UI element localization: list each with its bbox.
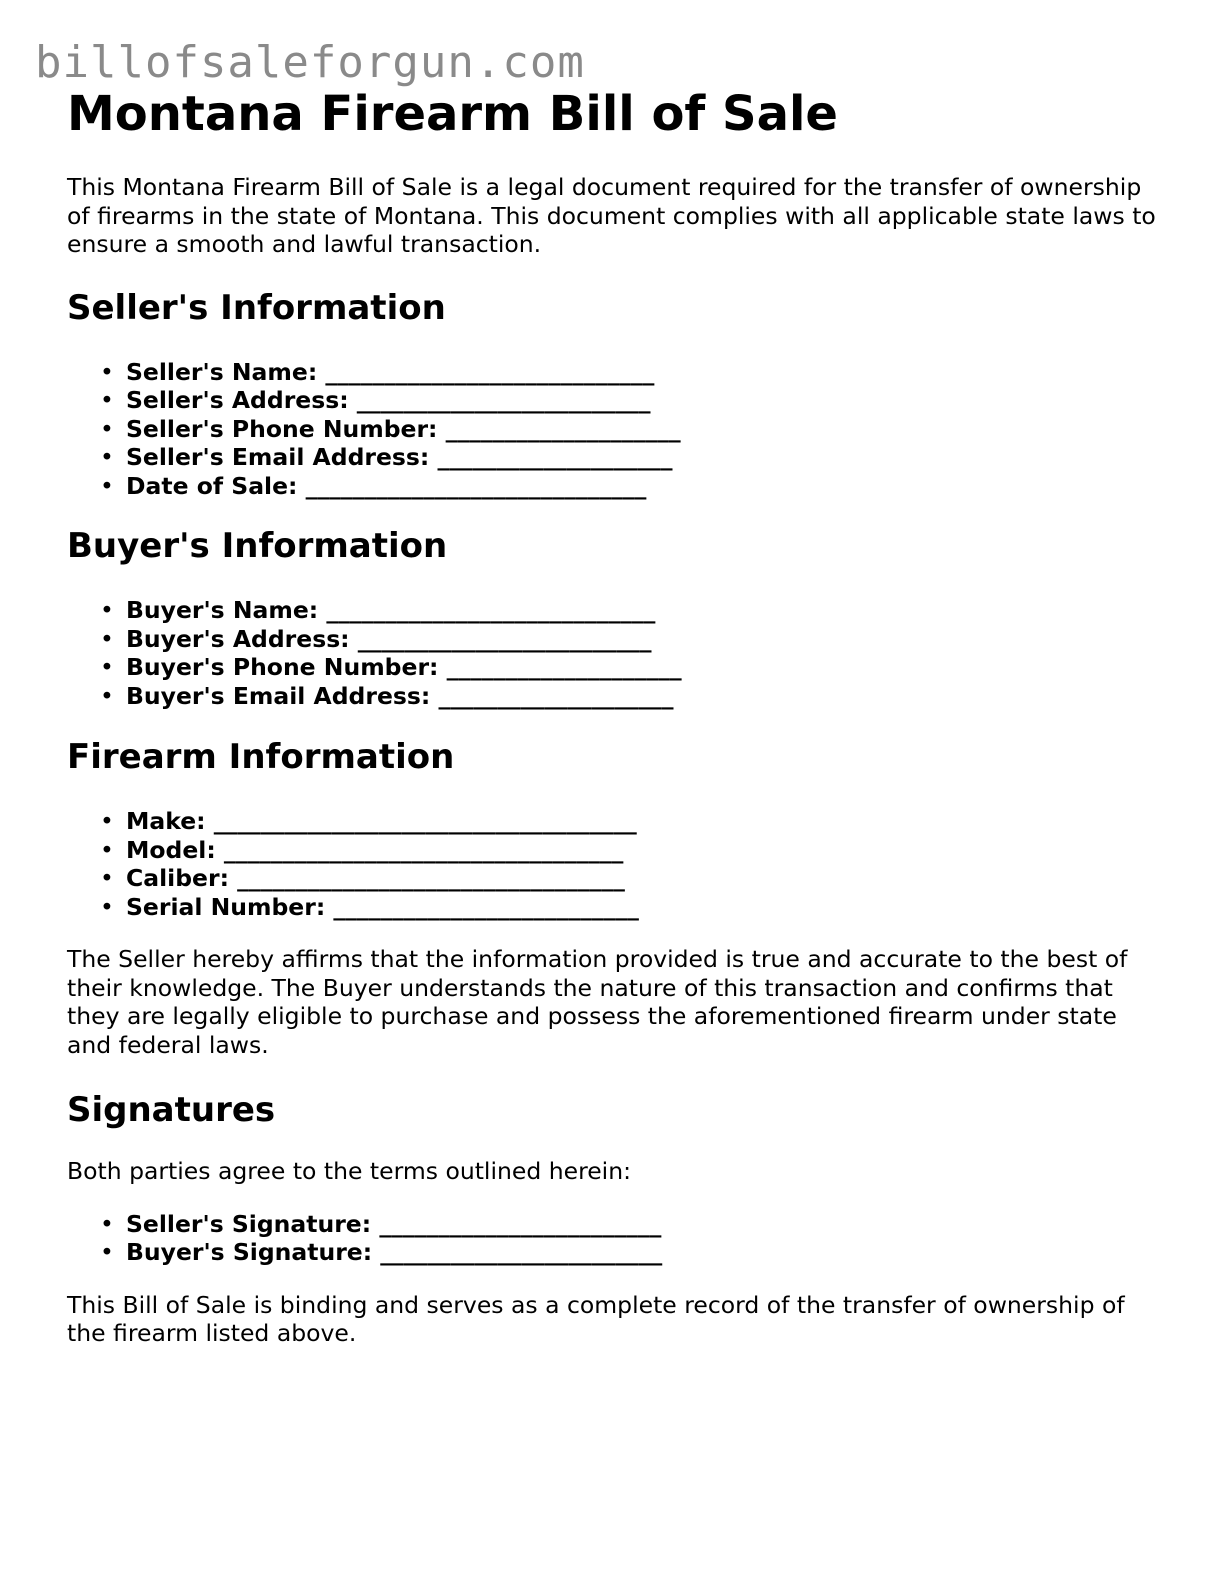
bullet-icon: • xyxy=(100,357,114,386)
buyer-signature-field[interactable] xyxy=(67,1238,1157,1267)
serial-number-field[interactable] xyxy=(67,893,1157,922)
field-label: Seller's Phone Number: ____________________ xyxy=(126,414,681,443)
seller-section-heading: Seller's Information xyxy=(67,287,446,328)
make-field[interactable] xyxy=(67,807,1157,836)
field-label: Caliber: _________________________________ xyxy=(126,864,625,892)
buyer-section-heading: Buyer's Information xyxy=(67,526,448,566)
signature-field-list xyxy=(67,1210,1157,1267)
affirmation-paragraph: The Seller hereby affirms that the information provided is true and accurate to the best of their knowledge. The Buyer understands the nature of this transaction and confirms that they are legally eligible to purchase and possess the aforementioned firearm under state and federal laws. xyxy=(67,945,1128,1059)
signatures-intro: Both parties agree to the terms outlined herein: xyxy=(67,1157,632,1185)
seller-email-field[interactable] xyxy=(67,443,1157,472)
field-label: Buyer's Name: ____________________________ xyxy=(126,596,656,624)
date-of-sale-field[interactable] xyxy=(67,472,1157,501)
bullet-icon: • xyxy=(100,892,114,921)
signatures-section-heading: Signatures xyxy=(67,1090,276,1130)
bullet-icon: • xyxy=(100,414,114,443)
bullet-icon: • xyxy=(100,443,114,471)
field-label: Serial Number: __________________________ xyxy=(126,892,639,921)
seller-phone-field[interactable] xyxy=(67,415,1157,444)
field-label: Buyer's Signature: ________________________ xyxy=(126,1238,663,1266)
model-field[interactable] xyxy=(67,836,1157,865)
buyer-address-field[interactable] xyxy=(67,625,1157,654)
bullet-icon: • xyxy=(100,386,114,414)
seller-address-field[interactable] xyxy=(67,386,1157,415)
bullet-icon: • xyxy=(100,835,114,864)
field-label: Buyer's Phone Number: ____________________ xyxy=(126,653,682,681)
buyer-name-field[interactable] xyxy=(67,596,1157,625)
bullet-icon: • xyxy=(100,864,114,892)
buyer-email-field[interactable] xyxy=(67,682,1157,711)
intro-paragraph: This Montana Firearm Bill of Sale is a legal document required for the transfer of ownership of firearms in the state of Montana. This document complies with all applicable state laws to ensure a smooth and lawful transaction. xyxy=(67,173,1156,258)
bullet-icon: • xyxy=(100,1238,114,1266)
buyer-phone-field[interactable] xyxy=(67,653,1157,682)
field-label: Seller's Name: ____________________________ xyxy=(126,357,655,386)
bullet-icon: • xyxy=(100,807,114,835)
bullet-icon: • xyxy=(100,624,114,653)
field-label: Buyer's Address: _________________________ xyxy=(126,624,652,653)
bullet-icon: • xyxy=(100,681,114,710)
document-page xyxy=(67,84,1157,1348)
firearm-field-list xyxy=(67,807,1157,921)
field-label: Seller's Signature: ________________________ xyxy=(126,1209,662,1238)
watermark-text: billofsaleforgun.com xyxy=(35,37,585,88)
field-label: Date of Sale: _____________________________ xyxy=(126,471,647,500)
field-label: Model: __________________________________ xyxy=(126,835,624,864)
closing-paragraph: This Bill of Sale is binding and serves as a complete record of the transfer of ownership of the firearm listed above. xyxy=(67,1290,1125,1347)
field-label: Seller's Address: _________________________ xyxy=(126,386,651,414)
bullet-icon: • xyxy=(100,1209,114,1238)
buyer-field-list xyxy=(67,596,1157,710)
caliber-field[interactable] xyxy=(67,864,1157,893)
field-label: Make: ____________________________________ xyxy=(126,807,637,835)
firearm-section-heading: Firearm Information xyxy=(67,737,455,777)
document-title: Montana Firearm Bill of Sale xyxy=(67,86,838,142)
field-label: Buyer's Email Address: ____________________ xyxy=(126,681,674,710)
seller-field-list xyxy=(67,358,1157,501)
bullet-icon: • xyxy=(100,596,114,624)
seller-signature-field[interactable] xyxy=(67,1210,1157,1239)
bullet-icon: • xyxy=(100,653,114,681)
field-label: Seller's Email Address: ____________________ xyxy=(126,443,673,471)
bullet-icon: • xyxy=(100,471,114,500)
seller-name-field[interactable] xyxy=(67,358,1157,387)
